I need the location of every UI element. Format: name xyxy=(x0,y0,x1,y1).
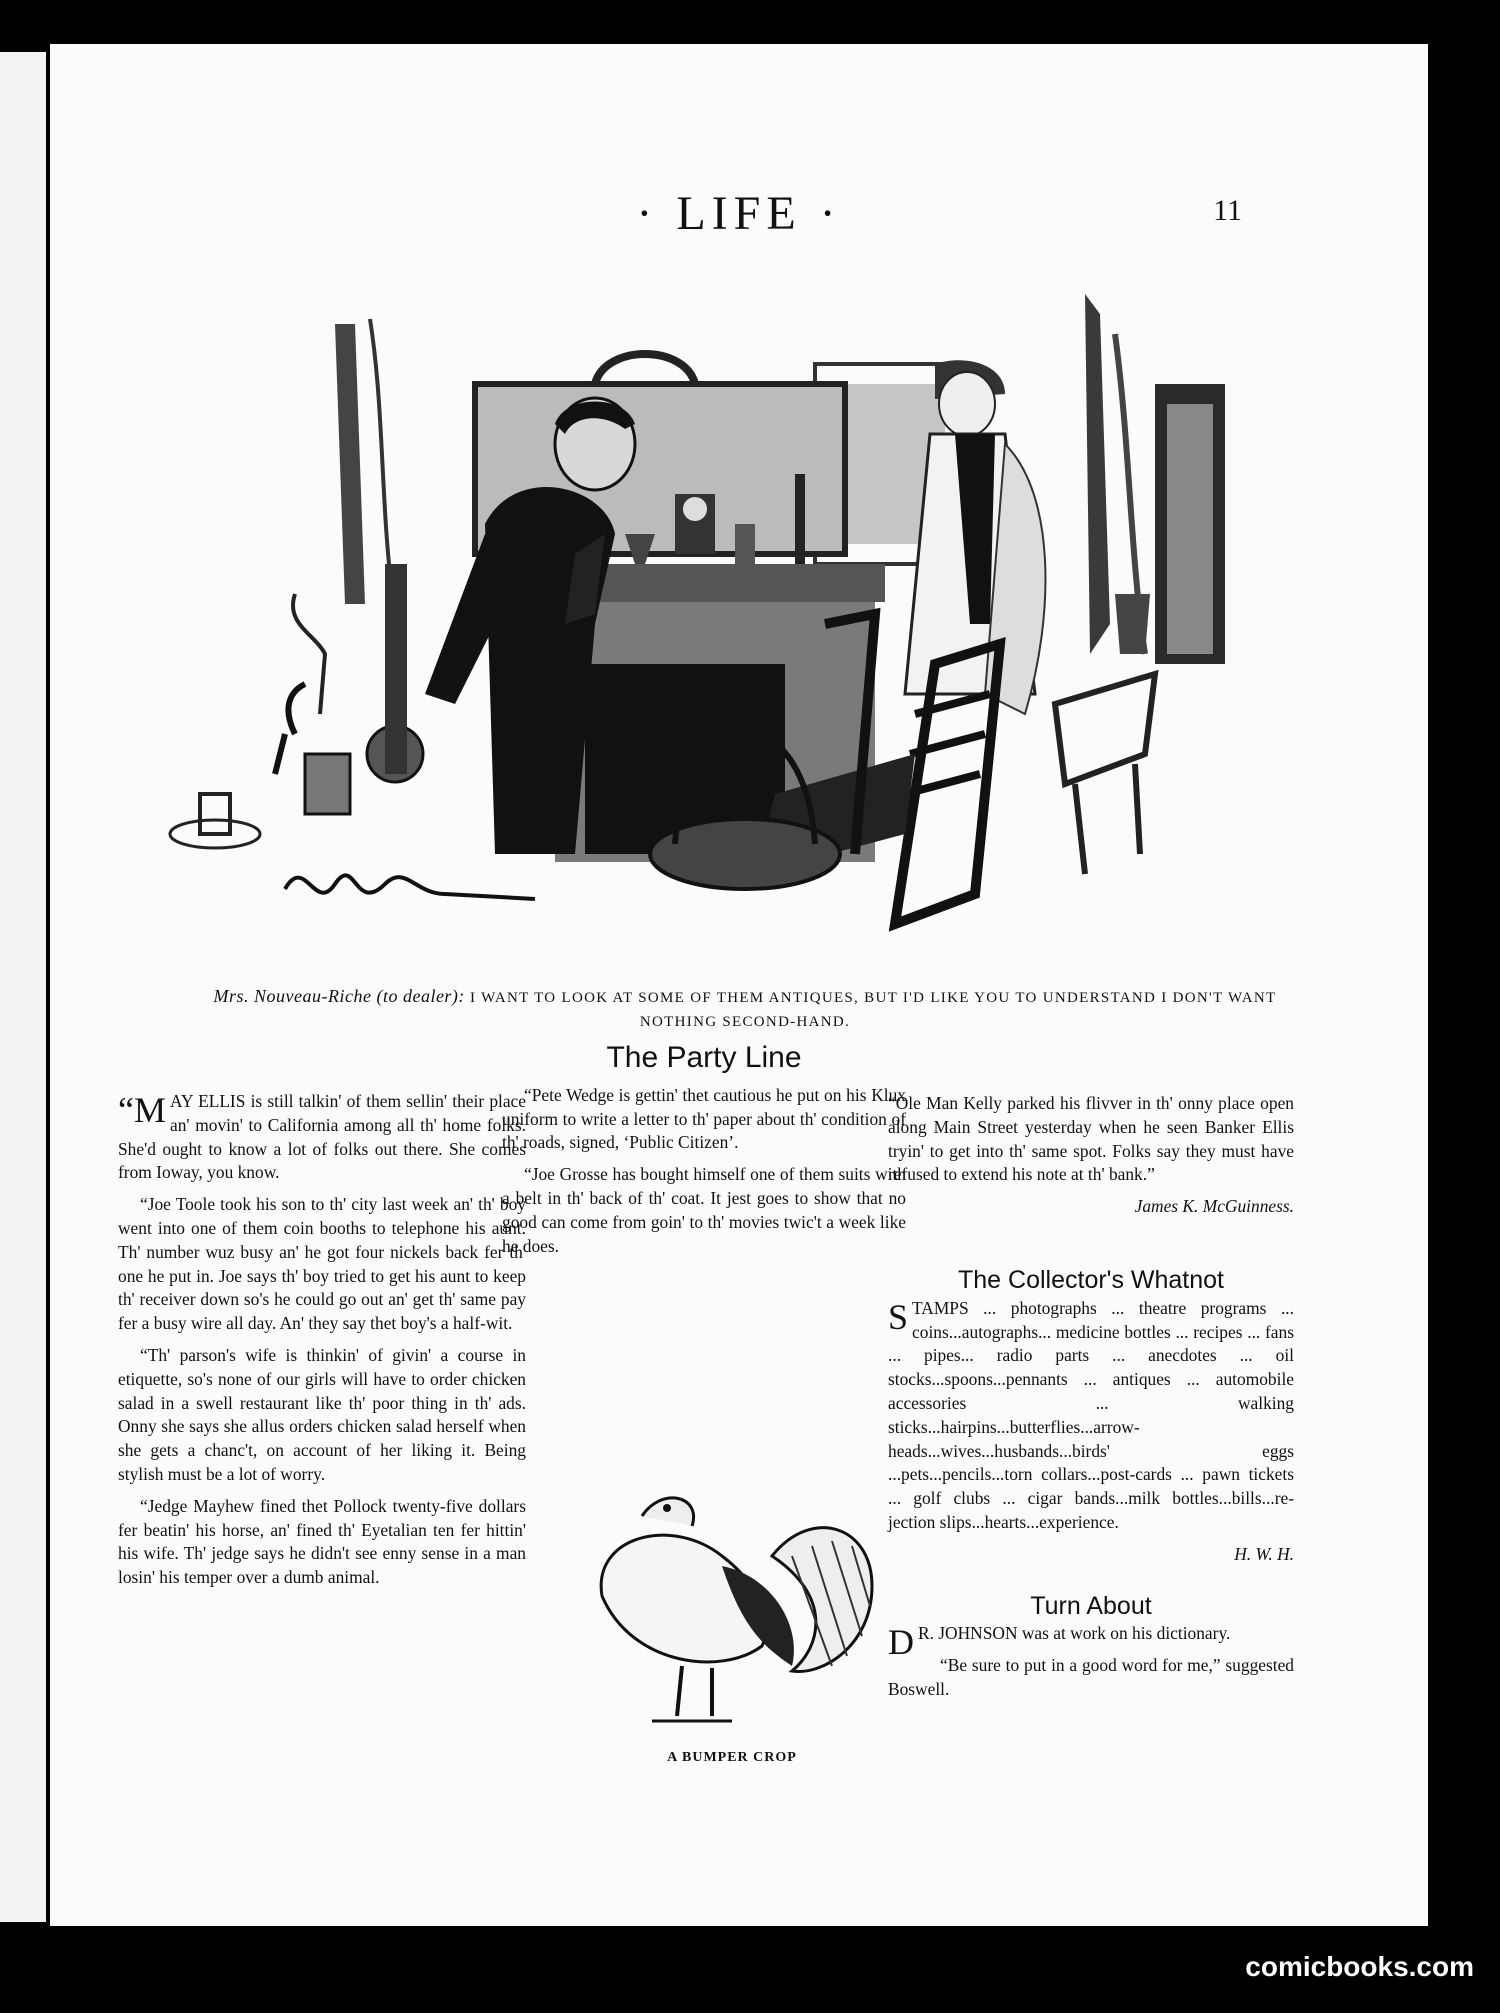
party-line-paragraph-5: “Pete Wedge is gettin' thet cautious he put on his Klux uniform to write a letter to th' paper about th' condition of th' roads, signed, ‘Public Citizen’. xyxy=(502,1084,906,1153)
party-line-paragraph-6: “Joe Grosse has bought himself one of them suits with a belt in th' back of th' coat. It jest goes to show that no good can come from goin' to th' movies twic't a week like he does. xyxy=(502,1164,906,1256)
adjacent-page-edge xyxy=(0,52,46,1922)
party-line-paragraph-3: “Th' parson's wife is thinkin' of givin' a course in etiquette, so's none of our girls will have to order chicken salad in a swell restaurant like th' poor thing in th' ads. Onny she says she allus orders chicken salad herself when she gets a chanc't, on account of her liking it. Being stylish must be a lot of worry. xyxy=(118,1344,526,1484)
party-line-paragraph-4: “Jedge Mayhew fined thet Pollock twenty-five dollars fer beatin' his horse, an' fined th' Eyetalian ten fer hittin' his wife. Th' jedge says he didn't see enny sense in a man losin' his temper over a dumb animal. xyxy=(118,1495,526,1588)
magazine-page xyxy=(50,44,1428,1926)
bumper-crop-caption: A BUMPER CROP xyxy=(667,1750,797,1765)
party-line-paragraph-1: “MAY ELLIS is still talkin' of them sellin' their place an' movin' to California among all th' home folks. She'd ought to know a lot of folks out there. She comes from Ioway, you know. xyxy=(118,1090,526,1183)
turn-about-paragraph-1: D R. JOHNSON was at work on his dictionary. xyxy=(888,1622,1231,1663)
party-line-author: James K. McGuinness. xyxy=(1134,1196,1294,1217)
right-column xyxy=(888,1092,1294,1710)
party-line-title: The Party Line xyxy=(606,1041,802,1074)
cartoon-caption xyxy=(200,984,1290,1034)
page-number: 11 xyxy=(1213,194,1242,227)
artist-signature: Arthur J. Dove xyxy=(275,943,287,945)
party-line-column-2 xyxy=(502,1041,906,1266)
collector-text: STAMPS ... photographs ... theatre programs ... coins...autographs... medicine bottles ... recipes ... fans ... pipes... radio parts ... anecdotes ... oil stocks...spoons...pennants ... antiques ... automobile accessories ... walking sticks...hairpins...butterflies...arrow-heads...wives...husbands...birds' eggs ...pets...pencils...torn collars...post-cards ... pawn tickets ... golf clubs ... cigar bands...milk bottles...bills...re-jection slips...hearts...experience. xyxy=(888,1296,1294,1532)
collector-author: H. W. H. xyxy=(1234,1543,1294,1564)
turn-about-title: Turn About xyxy=(1030,1591,1152,1620)
party-line-paragraph-2: “Joe Toole took his son to th' city last week an' th' boy went into one of them coin booths to telephone his aunt. Th' number wuz busy an' he got four nickels back fer th' one he put in. Joe says th' boy tried to get his aunt to keep th' receiver down so's he could go out an' get th' same pay fer a busy wire all day. An' they say thet boy's a half-wit. xyxy=(118,1194,526,1334)
caption-speaker: Mrs. Nouveau-Riche (to dealer): xyxy=(213,986,465,1006)
party-line-paragraph-7: “Ole Man Kelly parked his flivver in th' onny place open along Main Street yesterday when he seen Banker Ellis tryin' to get into th' same spot. Folks say they must have refused to extend his note at th' bank.” xyxy=(888,1093,1294,1185)
caption-text: I WANT TO LOOK AT SOME OF THEM ANTIQUES, BUT I'D LIKE YOU TO UNDERSTAND I DON'T WANT NOTHING SECOND-HAND. xyxy=(470,990,1277,1030)
drop-cap: D xyxy=(888,1622,914,1663)
pigeon-illustration xyxy=(572,1476,892,1736)
watermark: comicbooks.com xyxy=(1245,1951,1474,1982)
drop-cap: “M xyxy=(118,1090,166,1130)
turn-about-paragraph-2: “Be sure to put in a good word for me,” suggested Boswell. xyxy=(888,1655,1294,1699)
magazine-title: · LIFE · xyxy=(636,187,842,240)
collector-title: The Collector's Whatnot xyxy=(958,1265,1224,1294)
cartoon-illustration xyxy=(155,294,1325,974)
drop-cap: S xyxy=(888,1296,909,1337)
party-line-column-1 xyxy=(118,1090,526,1598)
